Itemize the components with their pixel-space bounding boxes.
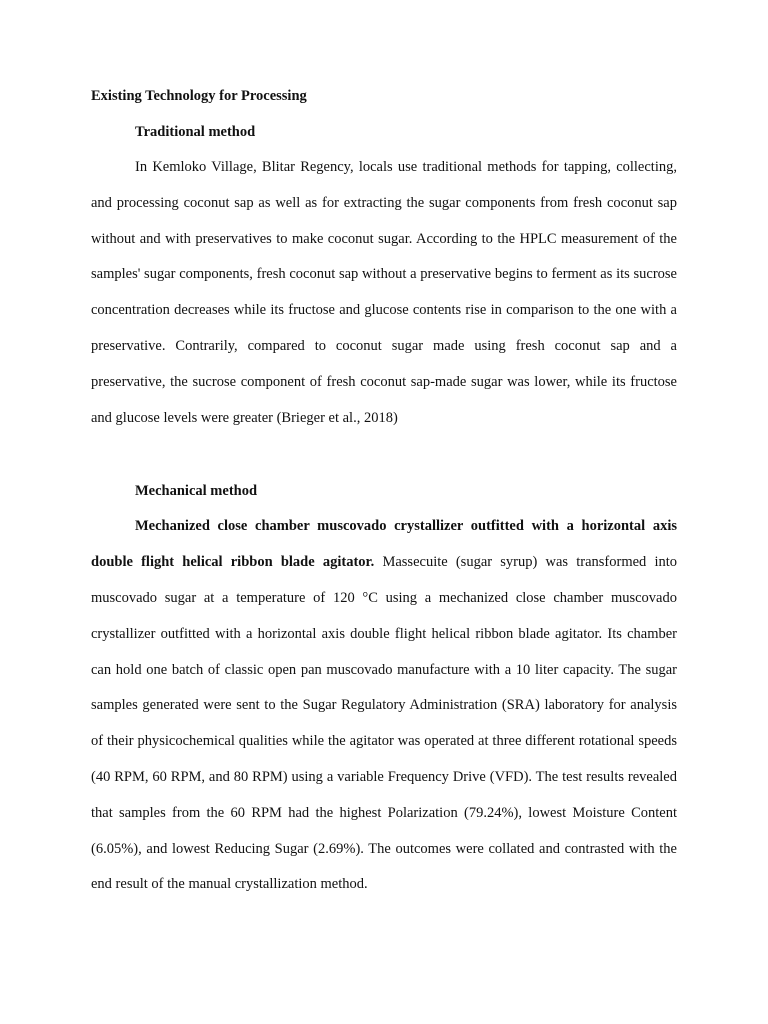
paragraph-mechanical xyxy=(91,509,677,903)
paragraph-body-text: Massecuite (sugar syrup) was transformed into muscovado sugar at a temperature of 120 °C using a mechanized close chamber muscovado crystallizer outfitted with a horizontal axis double flight helical ribbon blade agitator. Its chamber can hold one batch of classic open pan muscovado manufacture with a 10 liter capacity. The sugar samples generated were sent to the Sugar Regulatory Administration (SRA) laboratory for analysis of their physicochemical qualities while the agitator was operated at three different rotational speeds (40 RPM, 60 RPM, and 80 RPM) using a variable Frequency Drive (VFD). The test results revealed that samples from the 60 RPM had the highest Polarization (79.24%), lowest Moisture Content (6.05%), and lowest Reducing Sugar (2.69%). The outcomes were collated and contrasted with the end result of the manual crystallization method. xyxy=(91,554,678,893)
section-spacer xyxy=(91,444,677,481)
section-heading-traditional: Traditional method xyxy=(135,124,256,140)
paragraph-traditional: In Kemloko Village, Blitar Regency, locals use traditional methods for tapping, collecting, and processing coconut sap as well as for extracting the sugar components from fresh coconut sap without and with preservatives to make coconut sugar. According to the HPLC measurement of the samples' sugar components, fresh coconut sap without a preservative begins to ferment as its sucrose concentration decreases while its fructose and glucose contents rise in comparison to the one with a preservative. Contrarily, compared to coconut sugar made using fresh coconut sap and a preservative, the sucrose component of fresh coconut sap-made sugar was lower, while its fructose and glucose levels were greater (Brieger et al., 2018) xyxy=(91,159,677,426)
section-heading-mechanical: Mechanical method xyxy=(135,483,258,500)
paragraph-lead-text: Mechanized close chamber muscovado crystallizer outfitted with a horizontal axis double flight helical ribbon blade agitator. xyxy=(91,518,677,571)
document-title: Existing Technology for Processing xyxy=(91,88,307,104)
document-page xyxy=(91,86,677,911)
